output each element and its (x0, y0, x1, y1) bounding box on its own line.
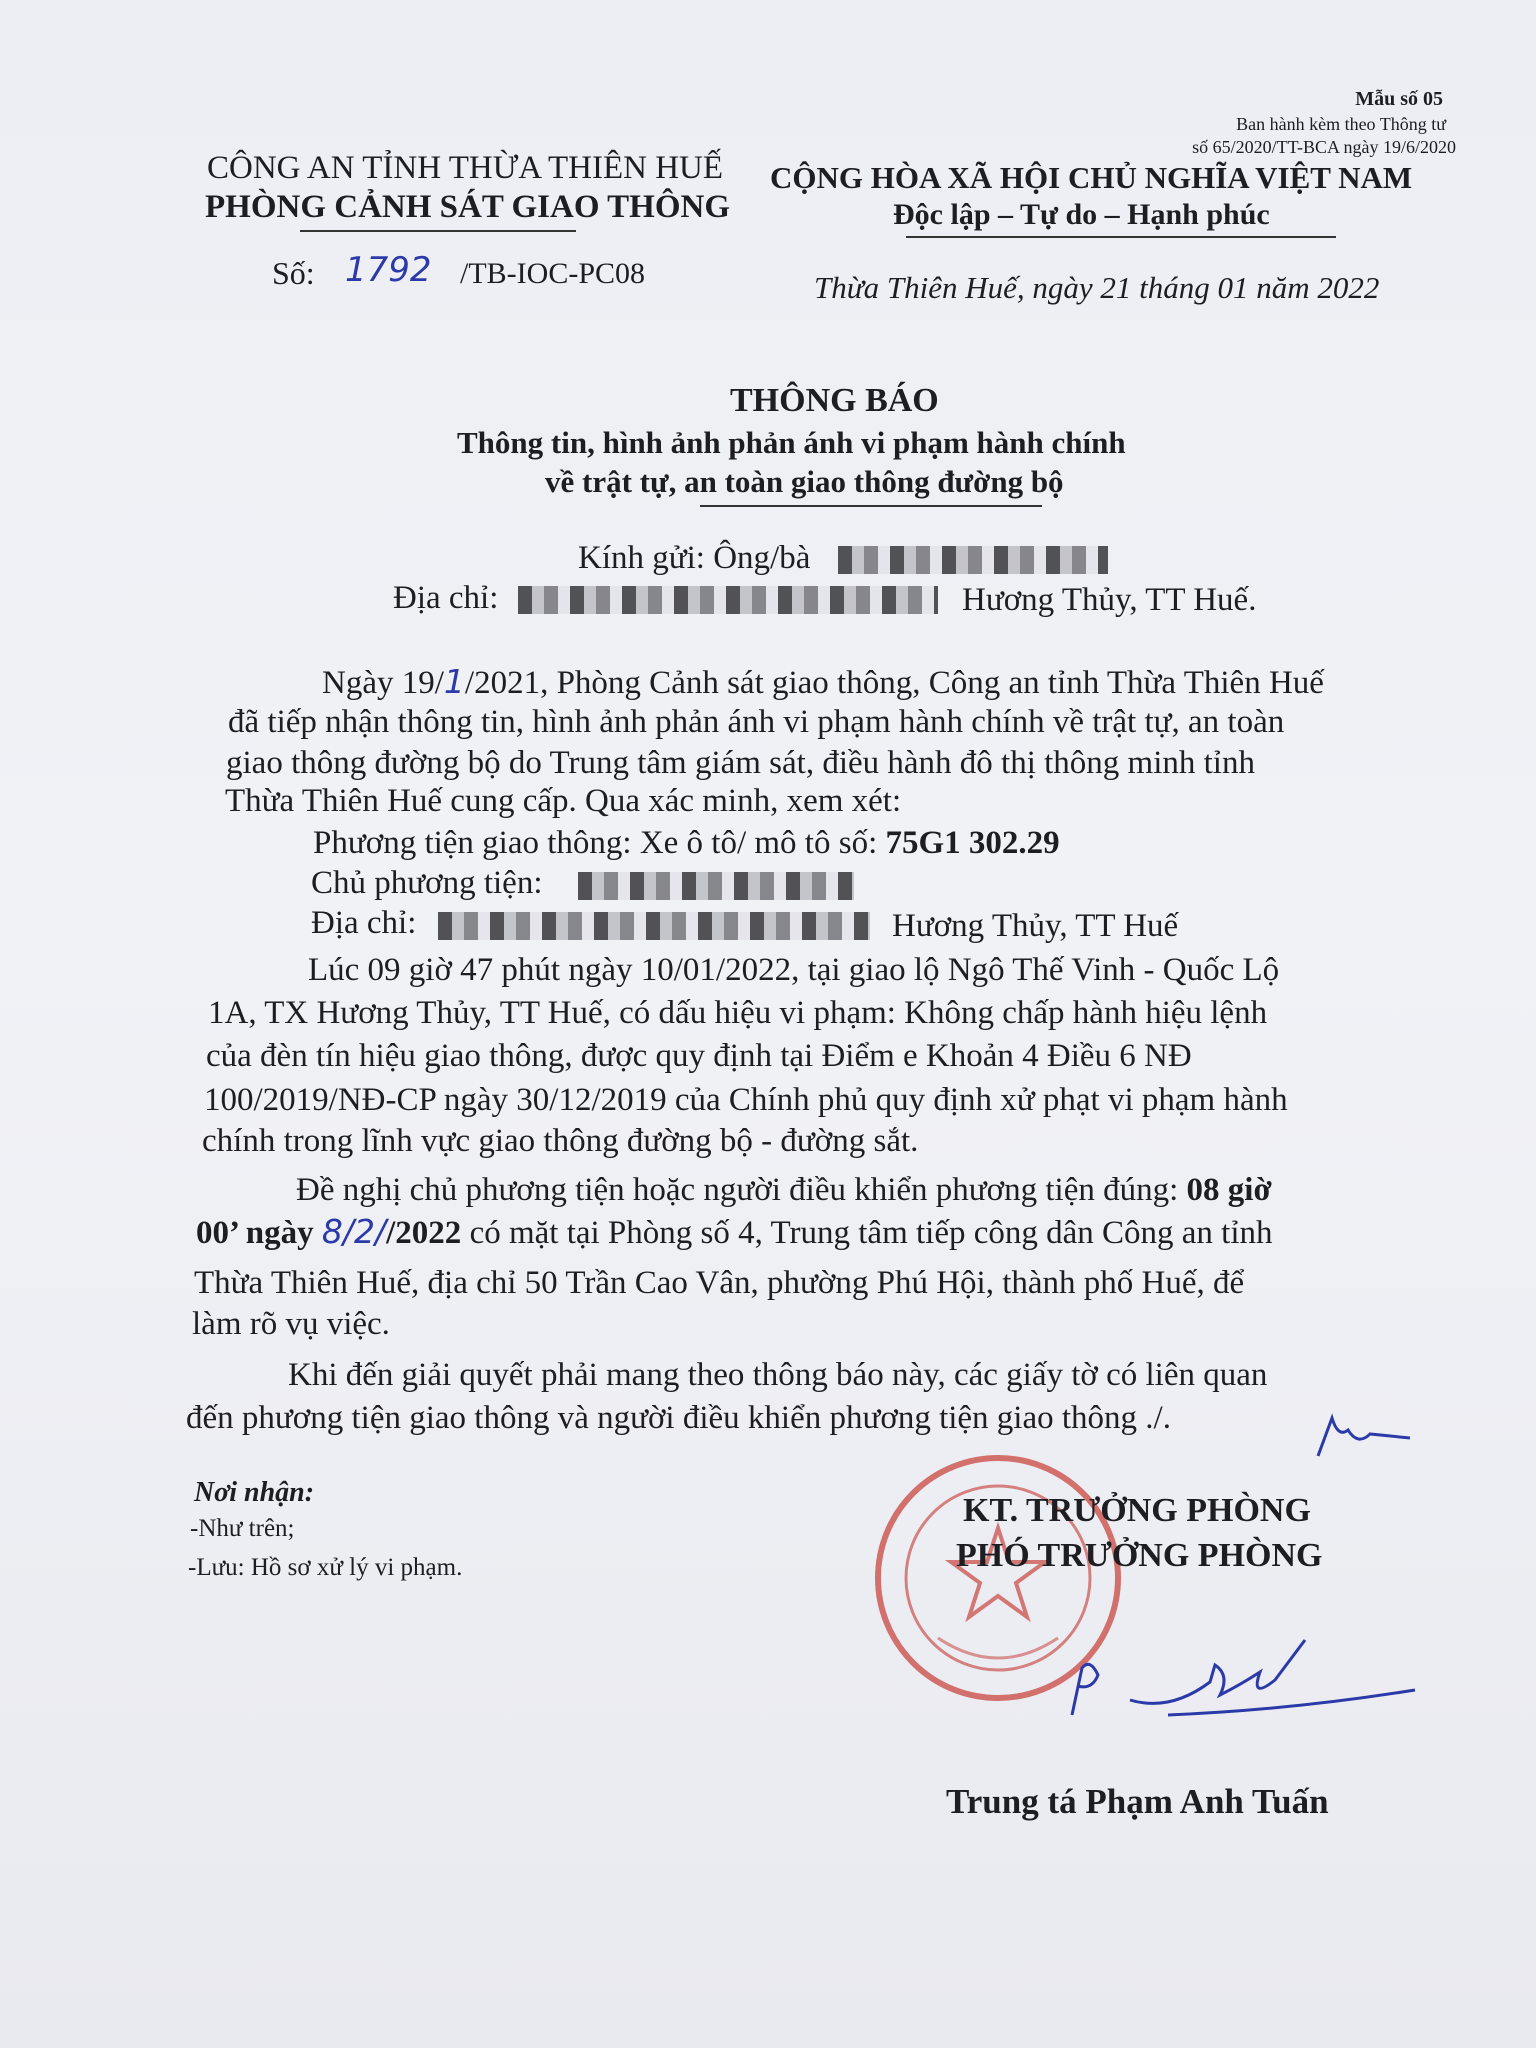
paragraph-1-line-3: giao thông đường bộ do Trung tâm giám sát, điều hành đô thị thông minh tỉnh (226, 745, 1255, 781)
initial-mark (1310, 1408, 1420, 1468)
owner-label: Chủ phương tiện: (311, 865, 543, 901)
title-underline (700, 505, 1042, 507)
paragraph-2-line-2: 1A, TX Hương Thủy, TT Huế, có dấu hiệu vi phạm: Không chấp hành hiệu lệnh (208, 995, 1268, 1031)
nation-title: CỘNG HÒA XÃ HỘI CHỦ NGHĨA VIỆT NAM (770, 160, 1413, 195)
redacted-recipient-address (518, 586, 938, 614)
paragraph-2-line-5: chính trong lĩnh vực giao thông đường bộ - đường sắt. (202, 1123, 919, 1159)
form-number: Mẫu số 05 (1355, 88, 1443, 110)
recipient-address-label: Địa chỉ: (393, 580, 499, 616)
paragraph-1-line-4: Thừa Thiên Huế cung cấp. Qua xác minh, xem xét: (225, 783, 902, 819)
document-title: THÔNG BÁO (730, 382, 939, 419)
recipient-address-visible: Hương Thủy, TT Huế. (962, 582, 1257, 618)
signer-name: Trung tá Phạm Anh Tuấn (946, 1782, 1329, 1821)
number-label: Số: (272, 255, 315, 291)
recipient-item-1: -Như trên; (190, 1515, 295, 1542)
owner-address-label: Địa chỉ: (311, 905, 417, 941)
vehicle-line: Phương tiện giao thông: Xe ô tô/ mô tô số: 75G1 302.29 (313, 825, 1060, 861)
paragraph-2-line-4: 100/2019/NĐ-CP ngày 30/12/2019 của Chính phủ quy định xử phạt vi phạm hành (204, 1082, 1288, 1118)
nation-motto: Độc lập – Tự do – Hạnh phúc (893, 198, 1270, 231)
redacted-owner-address (438, 912, 870, 940)
paragraph-1-line-2: đã tiếp nhận thông tin, hình ảnh phản ánh vi phạm hành chính về trật tự, an toàn (228, 704, 1285, 740)
agency-name: CÔNG AN TỈNH THỪA THIÊN HUẾ (207, 150, 724, 186)
agency-underline (300, 230, 576, 232)
paragraph-1-line-1: Ngày 19/1/2021, Phòng Cảnh sát giao thông, Công an tỉnh Thừa Thiên Huế (322, 662, 1324, 701)
issued-line-2: số 65/2020/TT-BCA ngày 19/6/2020 (1192, 137, 1456, 157)
paragraph-2-line-1: Lúc 09 giờ 47 phút ngày 10/01/2022, tại giao lộ Ngô Thế Vinh - Quốc Lộ (308, 952, 1280, 988)
redacted-owner-name (578, 872, 854, 900)
paragraph-4-line-1: Khi đến giải quyết phải mang theo thông báo này, các giấy tờ có liên quan (288, 1357, 1268, 1393)
paragraph-3-line-1: Đề nghị chủ phương tiện hoặc người điều khiển phương tiện đúng: 08 giờ (296, 1172, 1272, 1208)
license-plate: 75G1 302.29 (885, 825, 1060, 861)
paragraph-4-line-2: đến phương tiện giao thông và người điều khiển phương tiện giao thông ./. (186, 1400, 1171, 1436)
number-handwritten: 1792 (345, 250, 432, 290)
title-sub-2: về trật tự, an toàn giao thông đường bộ (545, 464, 1064, 499)
issued-line-1: Ban hành kèm theo Thông tư (1236, 114, 1446, 134)
motto-underline (906, 236, 1336, 238)
recipient-item-2: -Lưu: Hồ sơ xử lý vi phạm. (188, 1554, 463, 1581)
recipient-label: Kính gửi: Ông/bà (578, 540, 811, 576)
department-name: PHÒNG CẢNH SÁT GIAO THÔNG (205, 189, 731, 225)
title-sub-1: Thông tin, hình ảnh phản ánh vi phạm hành chính (457, 425, 1126, 460)
redacted-recipient-name (838, 546, 1108, 574)
owner-address-visible: Hương Thủy, TT Huế (892, 908, 1179, 944)
place-date: Thừa Thiên Huế, ngày 21 tháng 01 năm 2022 (814, 270, 1380, 305)
paragraph-3-line-2: 00’ ngày 8/2//2022 có mặt tại Phòng số 4, Trung tâm tiếp công dân Công an tỉnh (196, 1212, 1273, 1251)
paragraph-3-line-4: làm rõ vụ việc. (192, 1306, 390, 1342)
paragraph-3-line-3: Thừa Thiên Huế, địa chỉ 50 Trần Cao Vân, phường Phú Hội, thành phố Huế, để (194, 1265, 1245, 1301)
appointment-date-handwritten: 8/2/ (321, 1212, 387, 1251)
signature-title-2: PHÓ TRƯỞNG PHÒNG (956, 1537, 1323, 1574)
signature-title-1: KT. TRƯỞNG PHÒNG (963, 1492, 1311, 1529)
number-suffix: /TB-IOC-PC08 (460, 257, 646, 290)
recipients-title: Nơi nhận: (194, 1477, 315, 1508)
paragraph-2-line-3: của đèn tín hiệu giao thông, được quy định tại Điểm e Khoản 4 Điều 6 NĐ (206, 1038, 1192, 1074)
handwritten-signature (1060, 1620, 1430, 1730)
